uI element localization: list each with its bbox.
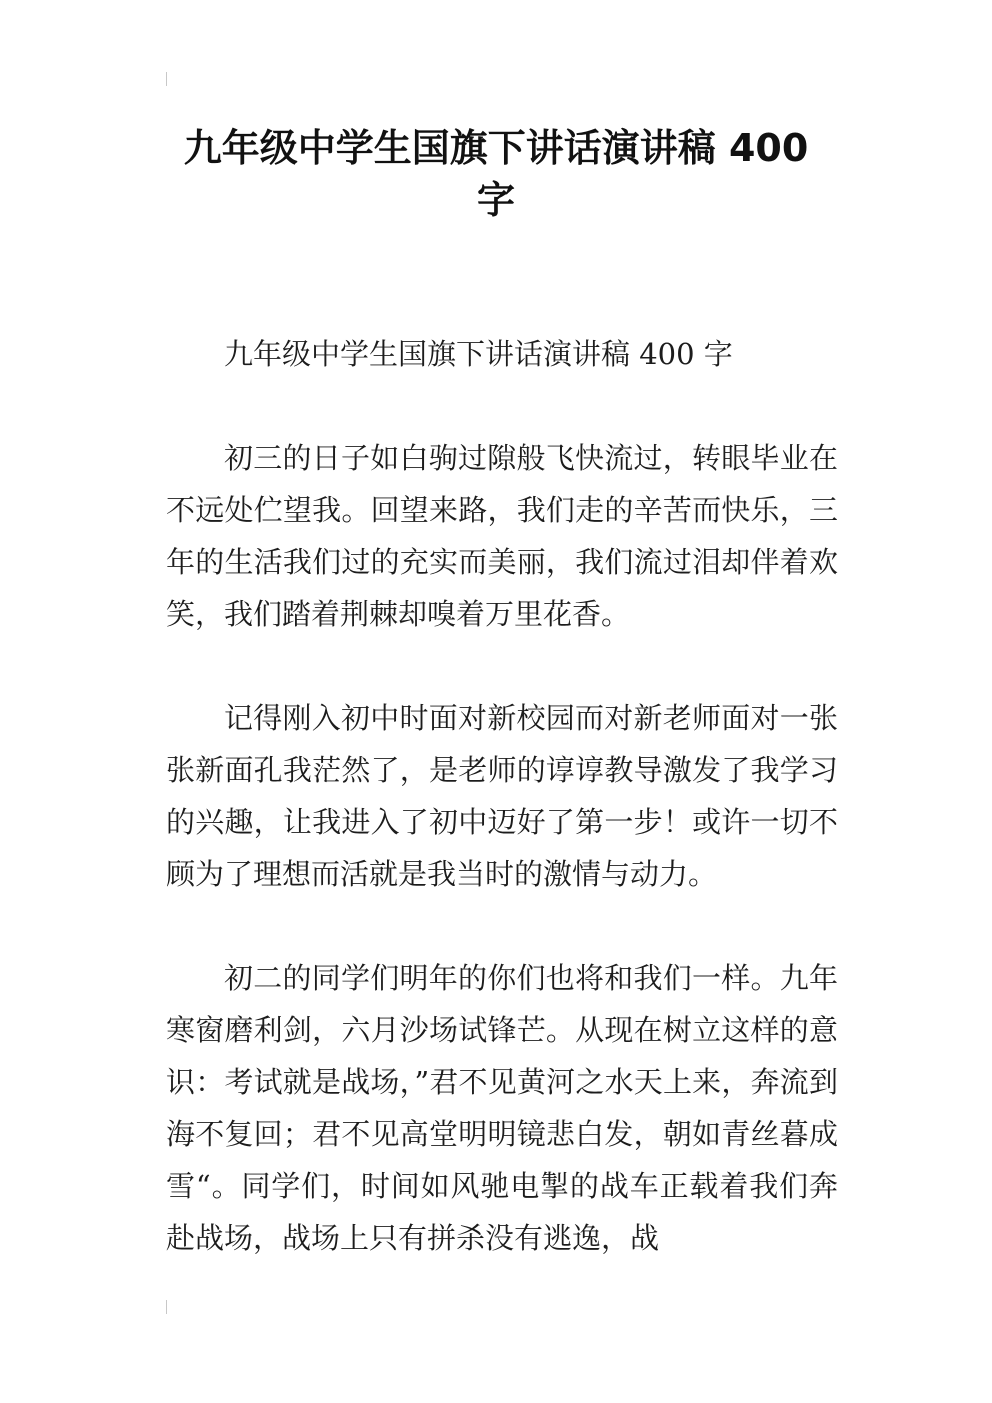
paragraph-3	[166, 952, 838, 1264]
paragraph-line: 初三的日子如白驹过隙般飞快流过，转眼毕业	[224, 441, 809, 475]
paragraph-line: 在不远处伫望我。回望来路，我们走的辛苦而快乐，	[166, 441, 838, 527]
paragraph-line: 学习的兴趣，让我进入了初中迈好了第一步！或许	[166, 753, 838, 839]
crop-mark-top	[166, 72, 167, 86]
document-title	[150, 122, 842, 226]
paragraph-2	[166, 692, 838, 900]
paragraph-line: 的意识：考试就是战场，”君不见黄河之水天上来，	[166, 1013, 838, 1099]
crop-mark-bottom	[166, 1300, 167, 1314]
paragraph-line: 张张新面孔我茫然了，是老师的谆谆教导激发了我	[166, 701, 838, 787]
paragraph-line: 载着我们奔赴战场，战场上只有拼杀没有逃逸，战	[166, 1169, 838, 1255]
document-subtitle: 九年级中学生国旗下讲话演讲稿 400 字	[224, 337, 733, 371]
paragraph-line: 青丝暮成雪“。同学们，时间如风驰电掣的战车正	[166, 1117, 838, 1203]
title-line-1: 九年级中学生国旗下讲话演讲稿 400	[183, 126, 809, 170]
paragraph-line: 一切不顾为了理想而活就是我当时的激情与动力。	[166, 805, 838, 891]
paragraph-line: 记得刚入初中时面对新校园而对新老师面对一	[224, 701, 809, 735]
paragraph-line: 奔流到海不复回；君不见高堂明明镜悲白发，朝如	[166, 1065, 838, 1151]
paragraph-line: 初二的同学们明年的你们也将和我们一样。九	[224, 961, 809, 995]
paragraph-line: 年寒窗磨利剑，六月沙场试锋芒。从现在树立这样	[166, 961, 838, 1047]
paragraph-1	[166, 432, 838, 640]
paragraph-line: 三年的生活我们过的充实而美丽，我们流过泪却伴	[166, 493, 838, 579]
document-body	[166, 328, 838, 1316]
paragraph-line: 着欢笑，我们踏着荆棘却嗅着万里花香。	[166, 545, 838, 631]
title-line-2: 字	[476, 178, 515, 222]
